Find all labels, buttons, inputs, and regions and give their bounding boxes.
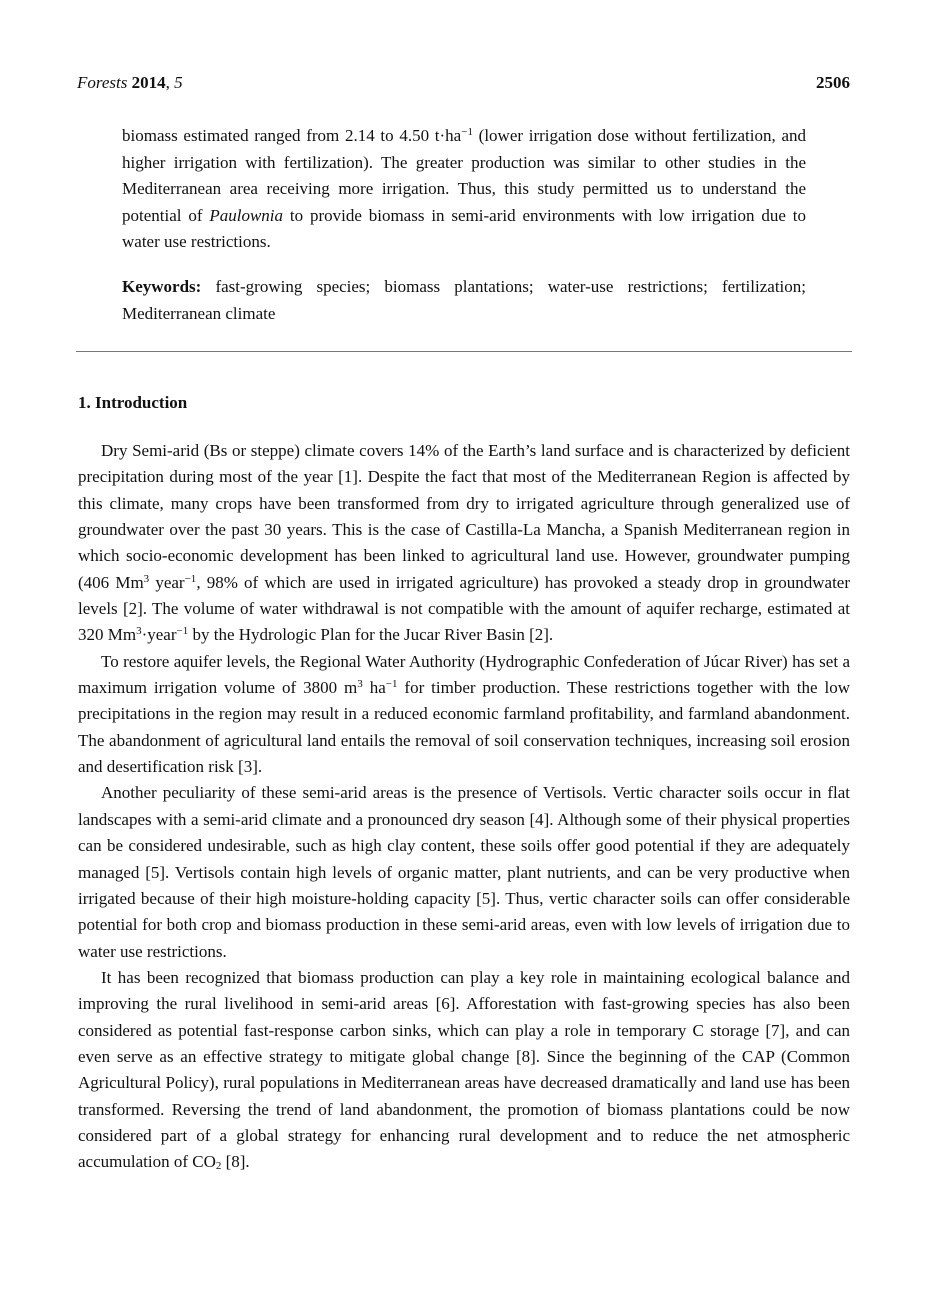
section-heading: 1. Introduction	[78, 393, 188, 412]
section-divider	[76, 351, 852, 352]
keywords-list: fast-growing species; biomass plantations; water-use restrictions; fertilization; Mediterranean climate	[122, 277, 806, 323]
genus-name: Paulownia	[209, 205, 284, 225]
journal-citation	[77, 73, 183, 93]
page-number: 2506	[816, 73, 850, 92]
journal-year: 2014	[131, 73, 166, 92]
paragraph-1: Dry Semi-arid (Bs or steppe) climate covers 14% of the Earth’s land surface and is characterized by deficient precipitation during most of the year [1]. Despite the fact that most of the Mediterranean Region is affected by this climate, many crops have been transformed from dry to irrigated agriculture through generalized use of groundwater over the past 30 years. This is the case of Castilla-La Mancha, a Spanish Mediterranean region in which socio-economic development has been linked to agricultural land use. However, groundwater pumping (406 Mm$^3$ year$^{-1}$, 98% of which are used in irrigated agriculture) has provoked a steady drop in groundwater levels [2]. The volume of water withdrawal is not compatible with the amount of aquifer recharge, estimated at 320 $Mm^3\cdot year^{-1}$ by the Hydrologic Plan for the Jucar River Basin [2].	[78, 441, 851, 645]
journal-volume: 5	[174, 73, 183, 92]
abstract-text: biomass estimated ranged from 2.14 to 4.50 $t\cdot ha^{-1}$ (lower irrigation dose without fertilization, and higher irrigation with fertilization). The greater production was similar to other studies in the Mediterranean area receiving more irrigation. Thus, this study permitted us to understand the potential of Paulownia to provide biomass in semi-arid environments with low irrigation due to water use restrictions.	[122, 126, 806, 251]
introduction-body	[78, 438, 850, 1176]
running-header	[77, 73, 850, 97]
paragraph-4: It has been recognized that biomass production can play a key role in maintaining ecological balance and improving the rural livelihood in semi-arid areas [6]. Afforestation with fast-growing species has also been considered as potential fast-response carbon sinks, which can play a role in temporary C storage [7], and can even serve as an effective strategy to mitigate global change [8]. Since the beginning of the CAP (Common Agricultural Policy), rural populations in Mediterranean areas have decreased dramatically and land use has been transformed. Reversing the trend of land abandonment, the promotion of biomass plantations could be now considered part of a global strategy for enhancing rural development and to reduce the net atmospheric accumulation of $CO_2$ [8].	[78, 967, 850, 1173]
paragraph-2: To restore aquifer levels, the Regional Water Authority (Hydrographic Confederation of Júcar River) has set a maximum irrigation volume of 3800 $m^3$ $ha^{-1}$ for timber production. These restrictions together with the low precipitations in the region may result in a reduced economic farmland profitability, and farmland abandonment. The abandonment of agricultural land entails the removal of soil conservation techniques, increasing soil erosion and desertification risk [3].	[78, 651, 850, 777]
keywords-label: Keywords:	[122, 277, 202, 296]
paragraph-3: Another peculiarity of these semi-arid areas is the presence of Vertisols. Vertic character soils occur in flat landscapes with a semi-arid climate and a pronounced dry season [4]. Although some of their physical properties can be considered undesirable, such as high clay content, these soils offer good potential if they are adequately managed [5]. Vertisols contain high levels of organic matter, plant nutrients, and can be very productive when irrigated because of their high moisture-holding capacity [5]. Thus, vertic character soils can offer considerable potential for both crop and biomass production in these semi-arid areas, even with low levels of irrigation due to water use restrictions.	[78, 783, 850, 961]
citation-separator: ,	[165, 73, 175, 92]
keywords	[122, 274, 806, 327]
journal-name: Forests	[77, 73, 128, 92]
